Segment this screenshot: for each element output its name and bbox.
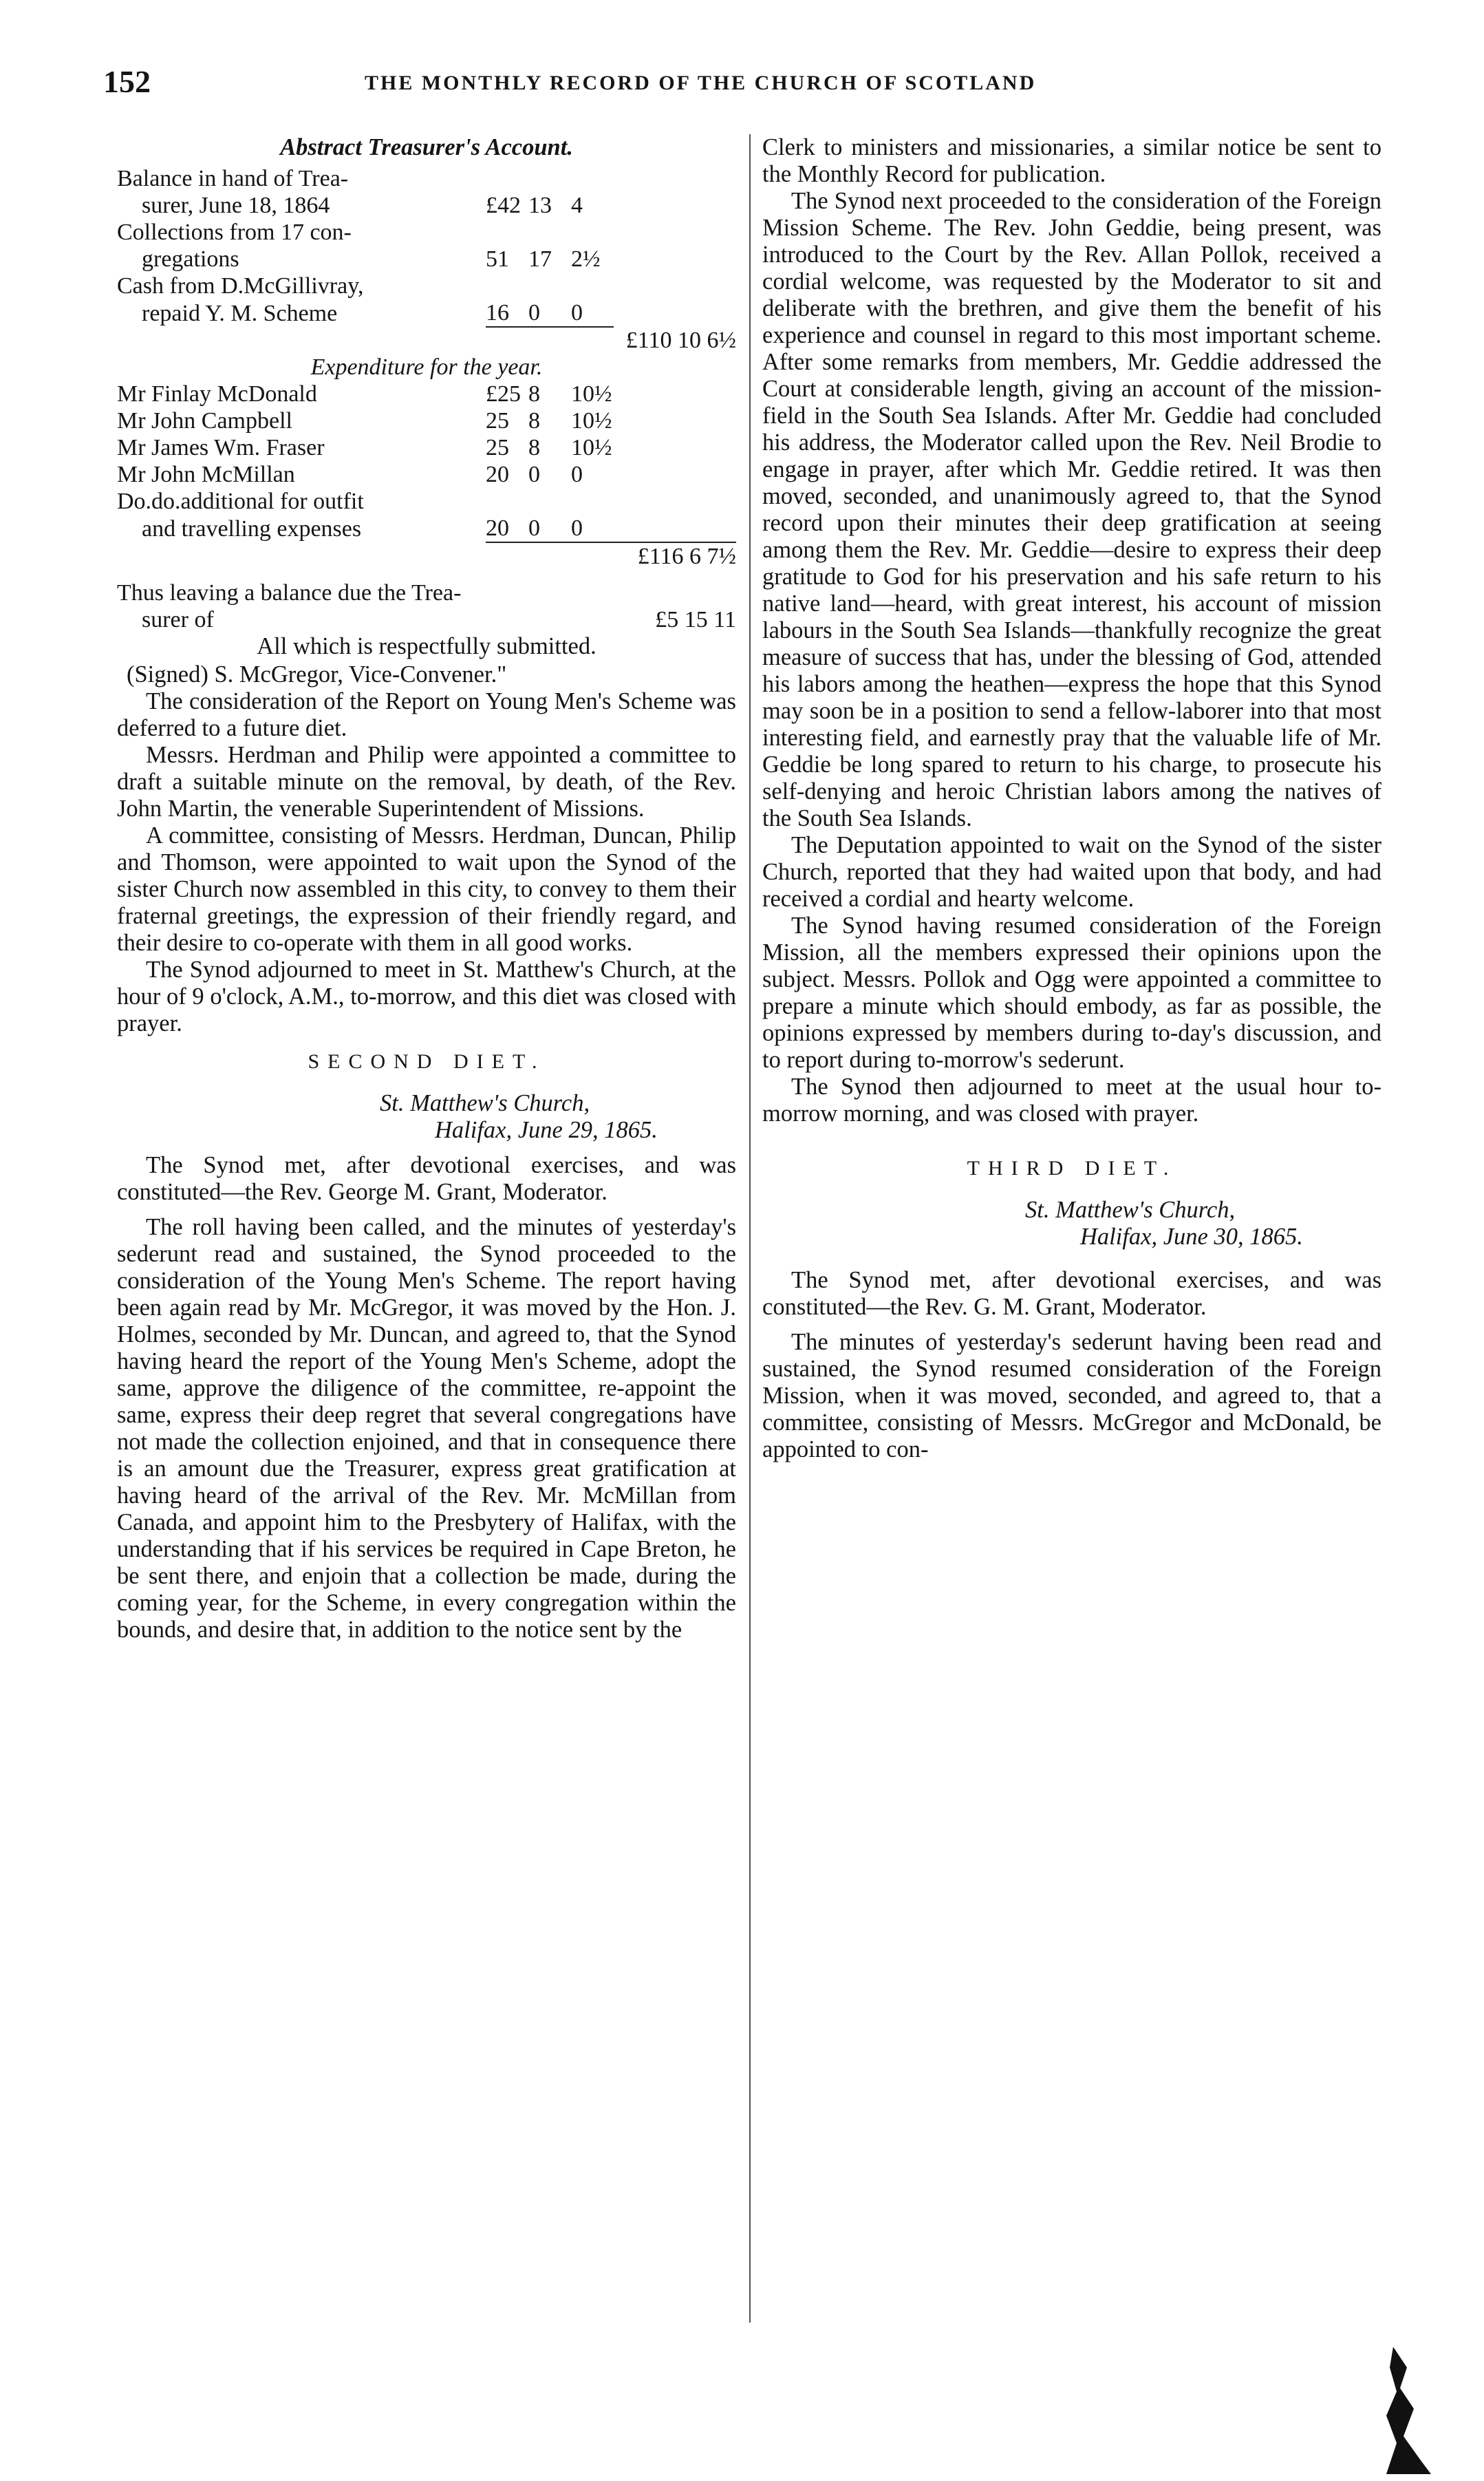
account-row [117,407,736,434]
amount-pence: 0 [571,300,583,326]
account-desc: Mr James Wm. Fraser [117,435,325,460]
account-desc: Balance in hand of Trea- [117,166,349,191]
section-heading: SECOND DIET. [308,1050,546,1073]
amount-pounds: 25 [486,435,509,460]
account-desc: surer, June 18, 1864 [142,193,330,218]
amount-pounds: £25 [486,381,521,407]
amount-pence: 0 [571,515,583,541]
paragraph: A committee, consisting of Messrs. Herdman, Duncan, Philip and Thomson, were appointed to wait upon the Synod of the sister Church now assembled in this city, to convey to them their fraternal greetings, the expression of their friendly regard, and their desire to co-operate with them in all good works. [117,822,736,956]
treasurer-account-table [117,165,736,633]
amount-pence: 10½ [571,435,612,460]
account-desc: Mr John McMillan [117,462,295,487]
account-row [117,273,736,299]
paragraph: The Synod having resumed consideration of the Foreign Mission, all the members expressed their opinions upon the subject. Messrs. Pollok and Ogg were appointed a committee to prepare a minute which should embody, as far as possible, the opinions expressed by members during to-day's discussion, and to report during to-morrow's sederunt. [762,913,1381,1073]
paragraph: The minutes of yesterday's sederunt having been read and sustained, the Synod resumed consideration of the Foreign Mission, when it was moved, seconded, and agreed to, that a committee, consisting of Messrs. McGregor and McDonald, be appointed to con- [762,1329,1381,1462]
expenditure-title: Expenditure for the year. [310,354,543,380]
amount-pence: 4 [571,193,583,218]
amount-pounds: 25 [486,408,509,434]
amount-shillings: 17 [528,246,552,272]
amount-shillings: 0 [528,462,540,487]
amount-pounds: 16 [486,300,509,326]
balance-label: Thus leaving a balance due the Trea- [117,580,462,606]
account-row [117,515,736,542]
account-row [117,246,736,273]
account-row [117,299,736,327]
paragraph: The Synod adjourned to meet in St. Matthew's Church, at the hour of 9 o'clock, A.M., to-morrow, and this diet was closed with prayer. [117,957,736,1036]
paragraph: The consideration of the Report on Young Men's Scheme was deferred to a future diet. [117,688,736,741]
account-desc: Mr Finlay McDonald [117,381,317,407]
paragraph: The Synod met, after devotional exercises, and was constituted—the Rev. George M. Grant, Moderator. [117,1152,736,1205]
account-row [117,219,736,246]
amount-shillings: 13 [528,193,552,218]
signature-line: (Signed) S. McGregor, Vice-Convener." [127,661,507,688]
account-row [117,165,736,192]
submitted-line: All which is respectfully submitted. [257,633,596,659]
paragraph: The Synod next proceeded to the consideration of the Foreign Mission Scheme. The Rev. John Geddie, being present, was introduced to the Court by the Rev. Allan Pollok, received a cordial welcome, was requested by the Moderator to sit and deliberate with the brethren, and give them the benefit of his experience and counsel in regard to this most important scheme. After some remarks from members, Mr. Geddie addressed the Court at considerable length, giving an account of the mission-field in the South Sea Islands. After Mr. Geddie had concluded his address, the Moderator called upon the Rev. Neil Brodie to engage in prayer, after which Mr. Geddie retired. It was then moved, seconded, and unanimously agreed to, that the Synod record upon their minutes their deep gratification at seeing among them the Rev. Mr. Geddie—desire to express their deep gratitude to God for his preservation and his safe return to his native land—heard, with great interest, his account of mission labours in the South Sea Islands—thankfully recognize the great measure of success that has, under the blessing of God, attended his labors among the heathen—express the hope that this Synod may soon be in a position to send a fellow-laborer into that most interesting field, and earnestly pray that the valuable life of Mr. Geddie be long spared to return to his charge, to prosecute his self-denying and heroic Christian labors among the natives of the South Sea Islands. [762,188,1381,831]
income-total-row [117,327,736,354]
date-line: Halifax, June 30, 1865. [1080,1224,1303,1250]
amount-shillings: 8 [528,381,540,407]
paragraph: The Deputation appointed to wait on the Synod of the sister Church, reported that they had waited upon that body, and had received a cordial and hearty welcome. [762,832,1381,912]
paragraph: The roll having been called, and the minutes of yesterday's sederunt read and sustained, the Synod proceeded to the consideration of the Young Men's Scheme. The report having been again read by Mr. McGregor, it was moved by the Hon. J. Holmes, seconded by Mr. Duncan, and agreed to, that the Synod having heard the report of the Young Men's Scheme, adopt the same, approve the diligence of the committee, re-appoint the same, express their deep regret that several congregations have not made the collection enjoined, and that in consequence there is an amount due the Treasurer, express great gratification at having heard of the arrival of the Rev. Mr. McMillan from Canada, and appoint him to the Presbytery of Halifax, with the understanding that if his services be required in Cape Breton, he be sent there, and enjoin that a collection be made, during the coming year, for the Scheme, in every congregation within the bounds, and desire that, in addition to the notice sent by the [117,1214,736,1643]
account-row [117,381,736,407]
balance-label: surer of [142,607,214,632]
account-row [117,434,736,461]
paragraph: The Synod then adjourned to meet at the usual hour to-morrow morning, and was closed with prayer. [762,1074,1381,1127]
amount-shillings: 8 [528,435,540,460]
account-row [117,192,736,219]
amount-pence: 2½ [571,246,601,272]
account-desc: and travelling expenses [142,516,362,542]
account-desc: Collections from 17 con- [117,220,352,245]
page-header [96,63,1156,111]
amount-pounds: 20 [486,462,509,487]
amount-pence: 0 [571,462,583,487]
section-heading: THIRD DIET. [967,1157,1177,1180]
account-row [117,461,736,488]
account-desc: Cash from D.McGillivray, [117,273,364,299]
amount-shillings: 0 [528,300,540,326]
left-column [117,134,736,1643]
amount-pounds: 51 [486,246,509,272]
expenditure-total: £116 6 7½ [614,542,736,570]
income-total: £110 10 6½ [625,328,736,353]
account-desc: Mr John Campbell [117,408,292,434]
binding-shadow-mark [1366,2340,1441,2478]
expenditure-total-row [117,542,736,570]
column-divider [749,134,751,2323]
paragraph: The Synod met, after devotional exercises, and was constituted—the Rev. G. M. Grant, Moderator. [762,1267,1381,1320]
right-column [762,134,1381,1463]
balance-row [117,606,736,633]
balance-row [117,579,736,606]
paragraph: Clerk to ministers and missionaries, a similar notice be sent to the Monthly Record for publication. [762,134,1381,187]
account-desc: gregations [142,246,239,272]
amount-pence: 10½ [571,381,612,407]
account-title: Abstract Treasurer's Account. [280,134,573,160]
place-line: St. Matthew's Church, [1025,1197,1236,1223]
place-line: St. Matthew's Church, [380,1090,590,1116]
account-desc: Do.do.additional for outfit [117,489,364,514]
amount-shillings: 0 [528,515,540,541]
account-row [117,488,736,515]
amount-pounds: £42 [486,193,521,218]
amount-pence: 10½ [571,408,612,434]
paragraph: Messrs. Herdman and Philip were appointed a committee to draft a suitable minute on the removal, by death, of the Rev. John Martin, the venerable Superintendent of Missions. [117,742,736,822]
amount-shillings: 8 [528,408,540,434]
date-line: Halifax, June 29, 1865. [435,1117,658,1143]
page-number: 152 [103,64,151,99]
balance-amount: £5 15 11 [655,607,736,632]
running-title: THE MONTHLY RECORD OF THE CHURCH OF SCOTLAND [365,72,1037,94]
amount-pounds: 20 [486,515,509,541]
account-desc: repaid Y. M. Scheme [142,301,338,326]
